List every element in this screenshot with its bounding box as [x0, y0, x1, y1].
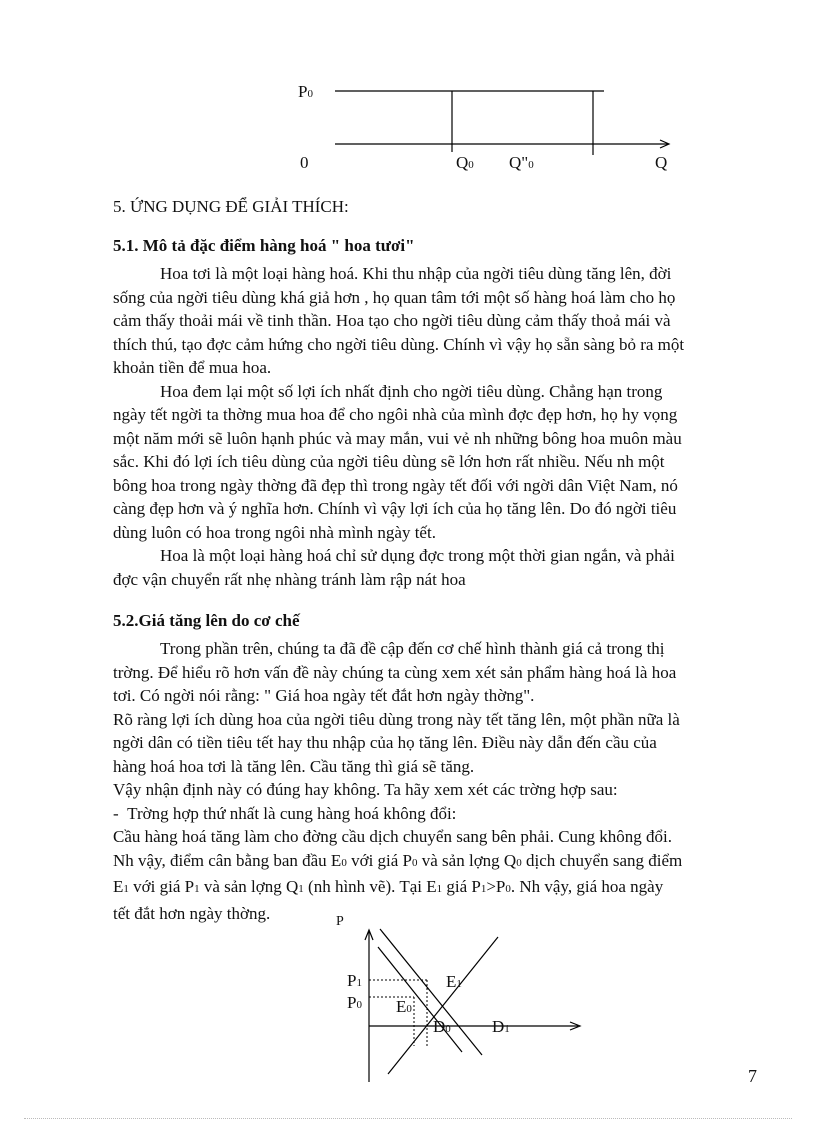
p0-label: P0 — [347, 993, 362, 1012]
body-line: hàng hoá hoa tơi là tăng lên. Cầu tăng thì giá sẽ tăng. — [113, 756, 475, 776]
p-axis-label: P — [336, 914, 344, 929]
body-line: cảm thấy thoải mái về tinh thần. Hoa tạo cho ngời tiêu dùng cảm thấy thoả mái và — [113, 311, 671, 330]
bullet-line: - Trờng hợp thứ nhất là cung hàng hoá không đổi: — [113, 803, 457, 823]
body-line: Cầu hàng hoá tăng làm cho đờng cầu dịch chuyển sang bên phải. Cung không đổi. — [113, 827, 673, 846]
body-line: khoản tiền để mua hoa. — [113, 358, 272, 377]
section-5-1-body — [113, 262, 713, 591]
body-line: sống của ngời tiêu dùng khá giả hơn , họ quan tâm tới một số hàng hoá làm cho họ — [113, 287, 676, 307]
body-line: ngày tết ngời ta thờng mua hoa để cho ngôi nhà của mình đợc đẹp hơn, họ hy vọng — [113, 405, 678, 424]
body-line: càng đẹp hơn và ý nghĩa hơn. Chính vì vậy lợi ích của họ tăng lên. Do đó ngời tiêu — [113, 499, 677, 518]
page-bottom-border — [24, 1118, 792, 1119]
figure-top-diagram — [0, 0, 816, 190]
body-line: đợc vận chuyển rất nhẹ nhàng tránh làm rập nát hoa — [113, 569, 466, 589]
section-5-heading: 5. ỨNG DỤNG ĐỂ GIẢI THÍCH: — [113, 197, 349, 216]
body-line: Hoa là một loại hàng hoá chỉ sử dụng đợc trong một thời gian ngắn, và phải — [160, 546, 675, 565]
bullet-marker: - — [113, 803, 119, 823]
body-line: Hoa tơi là một loại hàng hoá. Khi thu nhập của ngời tiêu dùng tăng lên, đời — [160, 264, 672, 283]
body-line: sắc. Khi đó lợi ích tiêu dùng của ngời tiêu dùng sẽ lớn hơn rất nhiều. Nếu nh một — [113, 452, 665, 471]
body-line: Vậy nhận định này có đúng hay không. Ta hãy xem xét các trờng hợp sau: — [113, 780, 618, 799]
demand-curve-d1 — [380, 929, 482, 1055]
body-line: tết đắt hơn ngày thờng. — [113, 903, 271, 923]
q0-label: Q0 — [456, 153, 474, 172]
section-5-2-body — [113, 637, 713, 925]
e0-label: E0 — [396, 997, 412, 1016]
body-line: dùng luôn có hoa trong ngôi nhà mình ngày tết. — [113, 522, 436, 542]
body-line: bông hoa trong ngày thờng đã đẹp thì trong ngày tết đối với ngời dân Việt Nam, nó — [113, 475, 678, 495]
p1-label: P1 — [347, 971, 362, 990]
d1-label: D1 — [492, 1017, 510, 1036]
figure-supply-demand — [330, 912, 590, 1092]
body-line: ngời dân có tiền tiêu tết hay thu nhập của họ tăng lên. Điều này dẫn đến cầu của — [113, 733, 657, 752]
body-line: thích thú, tạo đợc cảm hứng cho ngời tiêu dùng. Chính vì vậy họ sẵn sàng bỏ ra một — [113, 334, 685, 354]
body-line: Hoa đem lại một số lợi ích nhất định cho ngời tiêu dùng. Chẳng hạn trong — [160, 381, 663, 401]
q2-label: Q"0 — [509, 153, 534, 172]
figure-supply-demand-lines — [330, 912, 590, 1092]
body-line: trờng. Để hiểu rõ hơn vấn đề này chúng ta cùng xem xét sản phẩm hàng hoá là hoa — [113, 662, 677, 682]
d0-label: D0 — [433, 1017, 451, 1036]
body-line-subscripts-1: Nh vậy, điểm cân bằng ban đầu E0 với giá P0 và sản lợng Q0 dịch chuyển sang điểm — [113, 850, 683, 870]
body-line: Rõ ràng lợi ích dùng hoa của ngời tiêu dùng trong này tết tăng lên, một phần nữa là — [113, 709, 680, 729]
e1-label: E1 — [446, 972, 462, 991]
body-line-subscripts-2: E1 với giá P1 và sản lợng Q1 (nh hình vẽ). Tại E1 giá P1>P0. Nh vậy, giá hoa ngày — [113, 877, 664, 896]
figure-top-lines — [0, 0, 816, 190]
p0-label: P0 — [298, 82, 313, 101]
body-line: tơi. Có ngời nói rằng: " Giá hoa ngày tết đắt hơn ngày thờng". — [113, 686, 535, 705]
body-line: một năm mới sẽ luôn hạnh phúc và may mắn, vui vẻ nh những bông hoa muôn màu — [113, 428, 682, 448]
body-line: Trong phần trên, chúng ta đã đề cập đến cơ chế hình thành giá cả trong thị — [160, 639, 665, 658]
section-5-1-heading: 5.1. Mô tả đặc điểm hàng hoá " hoa tươi" — [113, 236, 415, 255]
origin-label: 0 — [300, 153, 309, 172]
q-label: Q — [655, 153, 668, 172]
section-5-2-heading: 5.2.Giá tăng lên do cơ chế — [113, 611, 300, 630]
page-number: 7 — [748, 1066, 757, 1086]
